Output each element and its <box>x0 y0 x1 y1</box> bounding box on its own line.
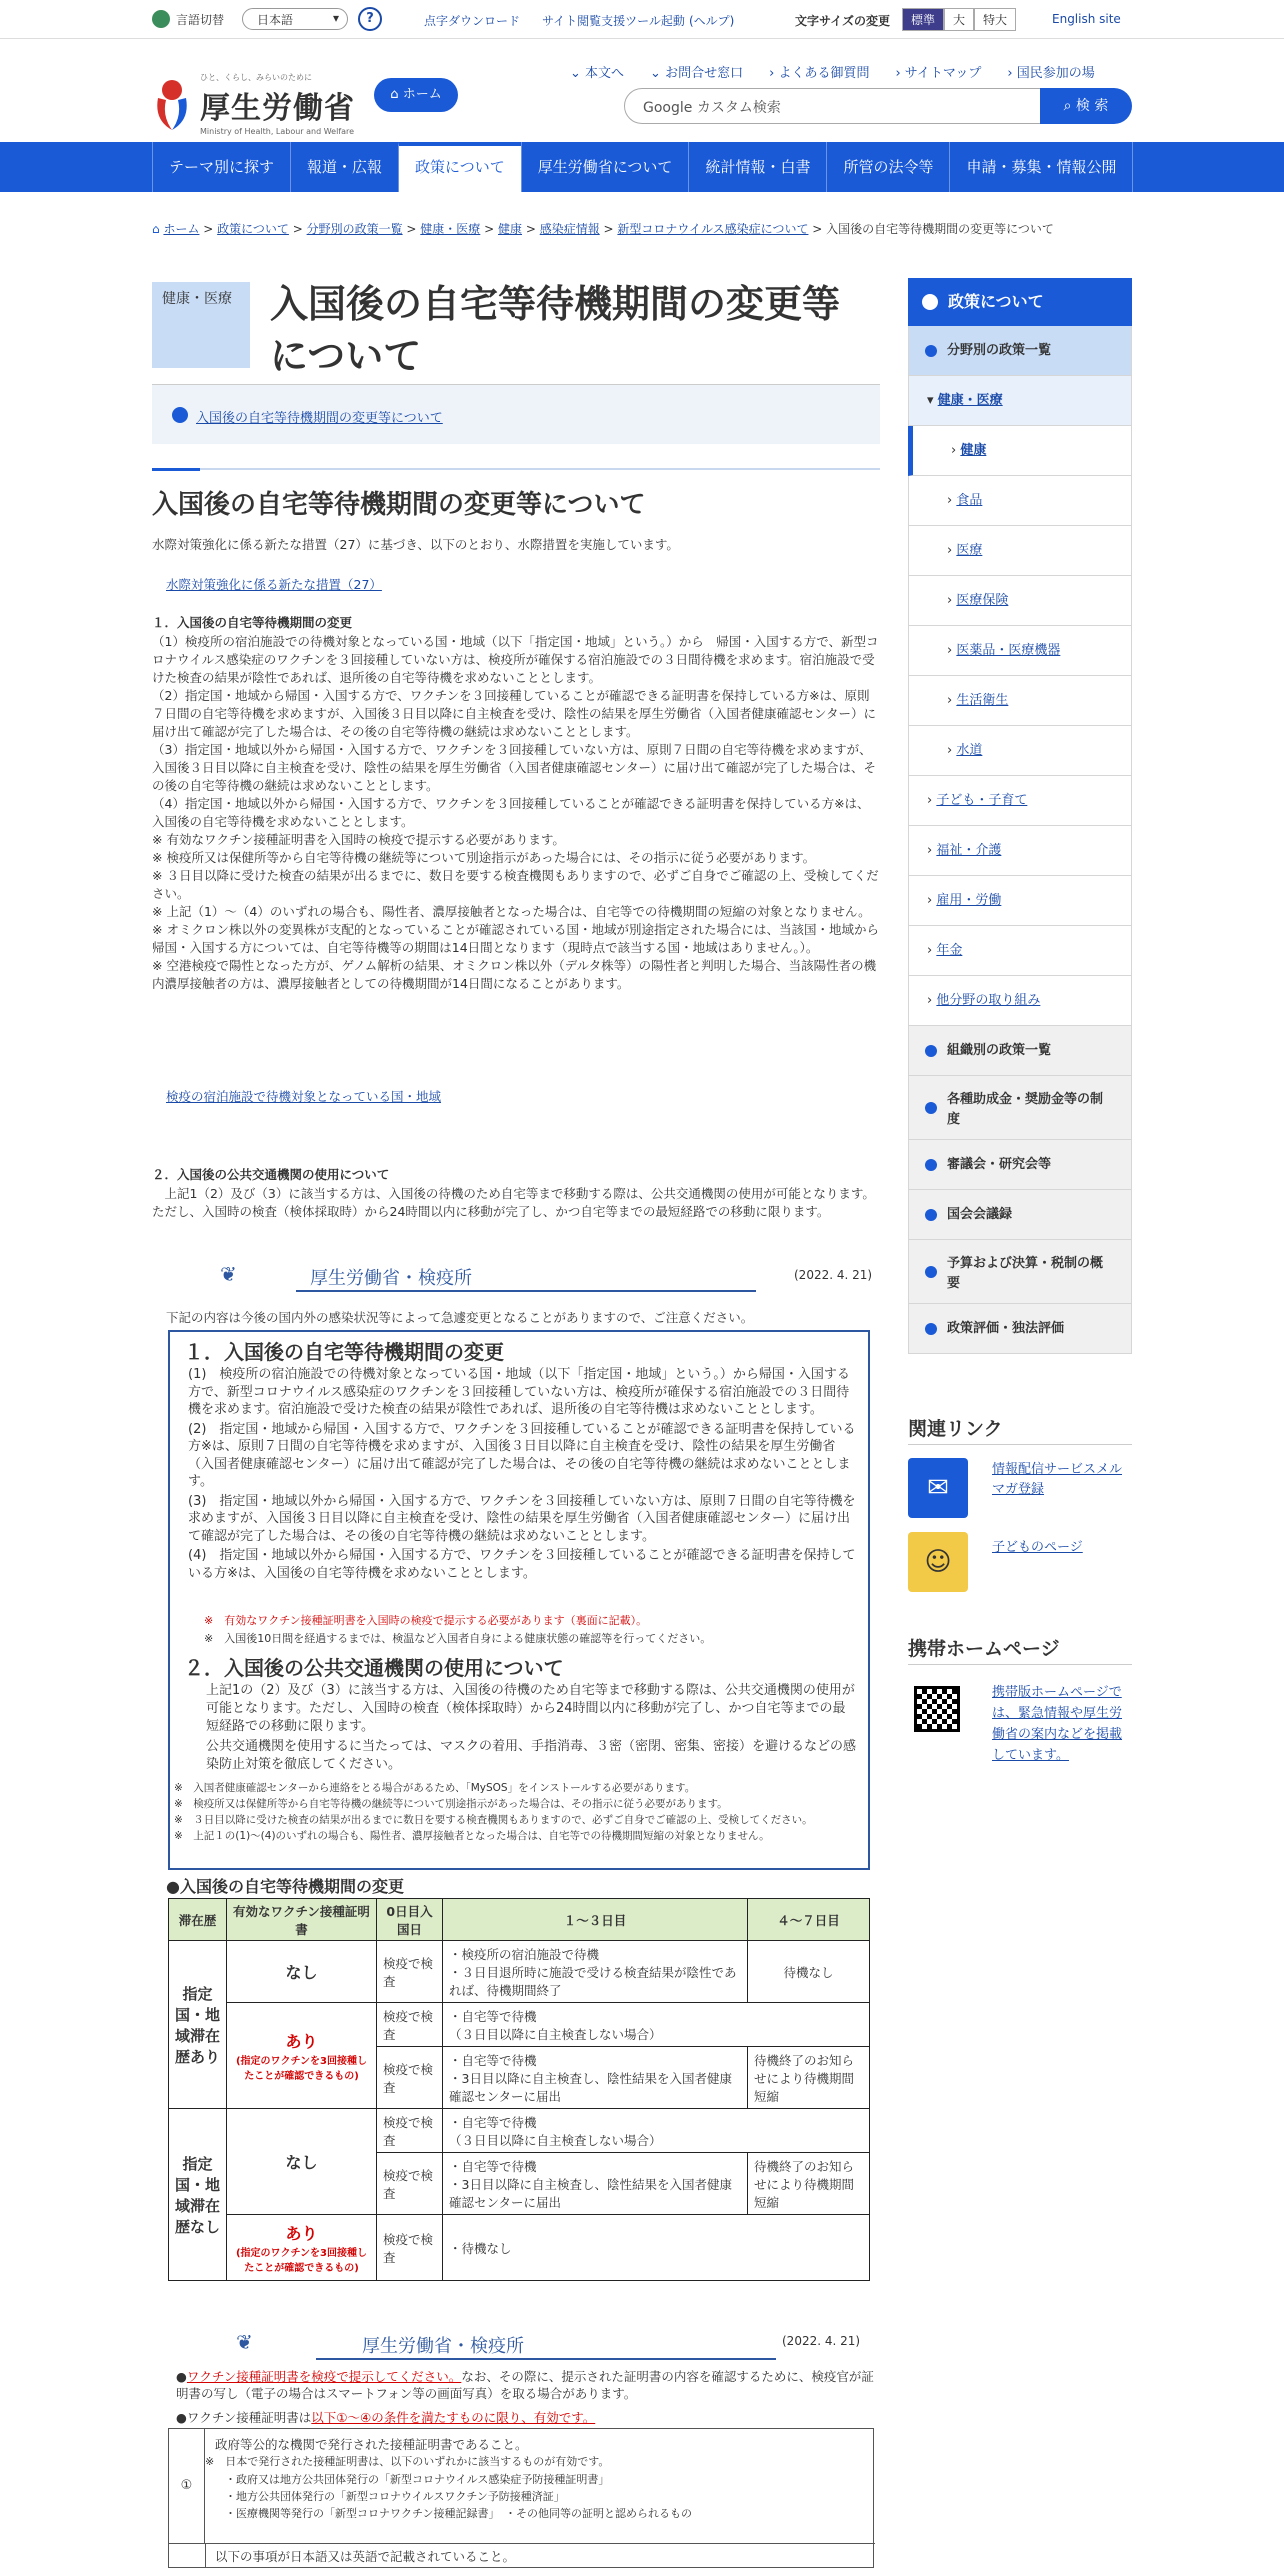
global-nav <box>0 142 1284 192</box>
font-size-normal[interactable]: 標準 <box>902 8 944 31</box>
breadcrumb: ⌂ ホーム > 政策について > 分野別の政策一覧 > 健康・医療 > 健康 > 感染症情報 > 新型コロナウイルス感染症について > 入国後の自宅等待機期間の変更等について <box>152 222 1054 236</box>
sidebar-item-health[interactable]: › 健康 <box>908 426 1132 476</box>
sidebar-item-health-medical[interactable]: ▾ 健康・医療 <box>908 376 1132 426</box>
sidebar-item-other[interactable]: › 他分野の取り組み <box>908 976 1132 1026</box>
header-link-sitemap[interactable]: › サイトマップ <box>895 66 982 81</box>
header-link-participation[interactable]: › 国民参加の場 <box>1007 66 1095 81</box>
s2-title: ２．入国後の公共交通機関の使用について <box>152 1167 390 1182</box>
sidebar-item-councils[interactable]: 審議会・研究会等 <box>908 1140 1132 1190</box>
logo-english: Ministry of Health, Labour and Welfare <box>200 127 355 136</box>
s1-text: （1）検疫所の宿泊施設での待機対象となっている国・地域（以下「指定国・地域」という。）から 帰国・入国する方で、新型コロナウイルス感染症のワクチンを３回接種していない方は、検疫所が確保する宿泊施設での３日間待機を求めます。宿泊施設で受けた検査の結果が陰性であれば、退所後の自宅等待機を求めないこととします。 （2）指定国・地域から帰国・入国する方で、ワクチンを３回接種していることが確認できる証明書を保持している方※は、原則７日間の自宅等待機を求めますが、入国後３日目以降に自主検査を受け、陰性の結果を厚生労働省（入国者健康確認センター）に届け出て確認が完了した場合は、その後の自宅等待機の継続は求めないこととします。 （3）指定国・地域以外から帰国・入国する方で、ワクチンを３回接種していない方は、原則７日間の自宅等待機を求めますが、入国後３日目以降に自主検査を受け、陰性の結果を厚生労働省（入国者健康確認センター）に届け出て確認が完了した場合は、その後の自宅等待機の継続は求めないこととします。 （4）指定国・地域以外から帰国・入国する方で、ワクチンを３回接種していることが確認できる証明書を保持している方※は、入国後の自宅等待機を求めないこととします。 ※ 有効なワクチン接種証明書を入国時の検疫で提示する必要があります。 ※ 検疫所又は保健所等から自宅等待機の継続等について別途指示があった場合には、その指示に従う必要があります。 ※ ３日目以降に受けた検査の結果が出るまでに、数日を要する検査機関もありますので、必ずご自身でご確認の上、受検してください。 ※ 上記（1）～（4）のいずれの場合も、陽性者、濃厚接触者となった場合は、自宅等での待機期間の短縮の対象となりません。 ※ オミクロン株以外の変異株が支配的となっていることが確認されている国・地域が別途指定された場合には、当該国・地域から帰国・入国する方については、自宅等待機等の期間は14日間となります（現時点で該当する国・地域はありません。）。 ※ 空港検疫で陽性となった方が、ゲノム解析の結果、オミクロン株以外（デルタ株等）の陽性者と判明した場合、当該陽性者の機内濃厚接触者の方は、濃厚接触者としての待機期間が14日間になることがあります。 <box>152 634 879 991</box>
emblem-icon: ❦ <box>236 2330 253 2354</box>
quarantine-country-link[interactable]: 検疫の宿泊施設で待機対象となっている国・地域 <box>166 1089 442 1104</box>
header-link-main[interactable]: ⌄ 本文へ <box>570 66 625 81</box>
notice1-note2: ※ 入国後10日間を経過するまでは、検温など入国者自身による健康状態の確認等を行ってください。 <box>204 1632 712 1645</box>
crumb-current: 入国後の自宅等待機期間の変更等について <box>826 222 1054 236</box>
notice1-note-red: ※ 有効なワクチン接種証明書を入国時の検疫で提示する必要があります（裏面に記載）。 <box>204 1614 648 1627</box>
notice2-bullet1: ●ワクチン接種証明書を検疫で提示してください。なお、その際に、提示された証明書の内容を確認するために、検疫官が証明書の写し（電子の場合はスマートフォン等の画面写真）を取る場合があります。 <box>176 2369 874 2401</box>
section-heading: 入国後の自宅等待機期間の変更等について <box>152 490 646 520</box>
divider <box>152 468 880 470</box>
children-icon: ☺ <box>908 1532 968 1592</box>
mhlw-logo[interactable] <box>152 72 355 136</box>
language-label: 言語切替 <box>176 12 225 27</box>
logo-mark <box>152 76 192 132</box>
logo-tagline: ひと、くらし、みらいのために <box>200 73 312 82</box>
notice1-items: (1) 検疫所の宿泊施設での待機対象となっている国・地域（以下「指定国・地域」という。）から帰国・入国する方で、新型コロナウイルス感染症のワクチンを３回接種していない方は、検疫所が確保する宿泊施設での３日間待機を求めます。宿泊施設で受けた検査の結果が陰性であれば、退所後の自宅等待機は求めないこととします。 (2) 指定国・地域から帰国・入国する方で、ワクチンを３回接種していることが確認できる証明書を保持している方※は、原則７日間の自宅等待機を求めますが、入国後３日目以降に自主検査を受け、陰性の結果を厚生労働省（入国者健康確認センター）に届け出て確認が完了した場合は、その後の自宅等待機の継続は求めないこととします。 (3) 指定国・地域以外から帰国・入国する方で、ワクチンを３回接種していない方は、原則７日間の自宅等待機を求めますが、入国後３日目以降に自主検査を受け、陰性の結果を厚生労働省（入国者健康確認センター）に届け出て確認が完了した場合は、その後の自宅等待機の継続は求めないこととします。 (4) 指定国・地域以外から帰国・入国する方で、ワクチンを３回接種していることが確認できる証明書を保持している方※は、入国後の自宅等待機を求めないこととします。 <box>188 1367 856 1581</box>
crumb-health-medical[interactable]: 健康・医療 <box>420 222 481 236</box>
home-button[interactable]: ⌂ ホーム <box>374 78 458 112</box>
crumb-policy[interactable]: 政策について <box>217 222 289 236</box>
sidebar <box>908 278 1132 1354</box>
related-links-title: 関連リンク <box>908 1418 1003 1440</box>
nav-policy[interactable]: 政策について <box>398 142 521 192</box>
utility-bar <box>0 0 1284 38</box>
search-input[interactable]: Google カスタム検索 <box>624 88 1044 124</box>
notice1-h1: １．入国後の自宅等待機期間の変更 <box>184 1340 504 1364</box>
globe-icon <box>152 10 170 28</box>
language-switch <box>152 10 224 28</box>
sidebar-item-children[interactable]: › 子ども・子育て <box>908 776 1132 826</box>
sidebar-item-drugs[interactable]: › 医薬品・医療機器 <box>908 626 1132 676</box>
notice2-bullet2: ●ワクチン接種証明書は以下①～④の条件を満たすものに限り、有効です。 <box>176 2410 596 2425</box>
page-title: 入国後の自宅等待機期間の変更等について <box>270 282 841 378</box>
crumb-infection[interactable]: 感染症情報 <box>539 222 600 236</box>
sidebar-item-budget[interactable]: 予算および決算・税制の概要 <box>908 1240 1132 1304</box>
accessibility-tool-link[interactable]: サイト閲覧支援ツール起動 <box>542 14 685 28</box>
home-icon: ⌂ <box>390 87 403 102</box>
nav-about[interactable]: 厚生労働省について <box>521 142 689 192</box>
font-size-xlarge[interactable]: 特大 <box>974 8 1016 31</box>
notice1-box <box>168 1330 870 1870</box>
anchor-link[interactable]: 入国後の自宅等待機期間の変更等について <box>196 411 443 426</box>
sidebar-item-insurance[interactable]: › 医療保険 <box>908 576 1132 626</box>
sidebar-item-policy-list[interactable]: 分野別の政策一覧 <box>908 326 1132 376</box>
crumb-health[interactable]: 健康 <box>498 222 523 236</box>
crumb-home[interactable]: ホーム <box>163 222 200 236</box>
help-button[interactable]: ? <box>358 7 382 31</box>
qr-code <box>914 1686 960 1732</box>
notice2-conditions: ① 政府等公的な機関で発行された接種証明書であること。 ※ 日本で発行された接種証明書は、以下のいずれかに該当するものが有効です。 ・政府又は地方公共団体発行の「新型コロナウイルス感染症予防接種証明書」 ・地方公共団体発行の「新型コロナウイルスワクチン予防接種済証」 ・医療機関等発行の「新型コロナワクチン接種記録書」 ・その他同等の証明と認められるもの 以下の事項が日本語又は英語で記載されていること。 <box>168 2428 874 2568</box>
header-link-faq[interactable]: › よくある御質問 <box>769 66 870 81</box>
crumb-policy-list[interactable]: 分野別の政策一覧 <box>306 222 403 236</box>
divider-accent <box>152 468 200 471</box>
category-tag: 健康・医療 <box>152 282 250 368</box>
sidebar-item-medical[interactable]: › 医療 <box>908 526 1132 576</box>
notice1-p3: 公共交通機関を使用するに当たっては、マスクの着用、手指消毒、３密（密閉、密集、密接）を避けるなどの感染防止対策を徹底してください。 <box>206 1739 857 1772</box>
sidebar-item-water[interactable]: › 水道 <box>908 726 1132 776</box>
search-button[interactable]: ⌕ 検 索 <box>1040 88 1132 124</box>
sidebar-item-diet[interactable]: 国会会議録 <box>908 1190 1132 1240</box>
sidebar-item-evaluation[interactable]: 政策評価・独法評価 <box>908 1304 1132 1354</box>
table-title: ●入国後の自宅等待機期間の変更 <box>166 1877 404 1896</box>
anchor-box <box>152 384 880 444</box>
s2-text: 上記1（2）及び（3）に該当する方は、入国後の待機のため自宅等まで移動する際は、公共交通機関の使用が可能となります。ただし、入国時の検査（検体採取時）から24時間以内に移動が完了し、かつ自宅等までの最短経路での移動に限ります。 <box>152 1186 875 1219</box>
notice1-lead: 下記の内容は今後の国内外の感染状況等によって急遽変更となることがありますので、ご注意ください。 <box>166 1310 754 1325</box>
sidebar-item-food[interactable]: › 食品 <box>908 476 1132 526</box>
sidebar-item-pension[interactable]: › 年金 <box>908 926 1132 976</box>
notice1-p2: 上記1の（2）及び（3）に該当する方は、入国後の待機のため自宅等まで移動する際は、公共交通機関の使用が可能となります。ただし、入国時の検査（検体採取時）から24時間以内に移動が完了し、かつ自宅等までの最短経路での移動に限ります。 <box>206 1683 855 1734</box>
home-icon: ⌂ <box>152 222 164 236</box>
braille-download-link[interactable]: 点字ダウンロード <box>424 14 521 28</box>
kids-page-link[interactable]: 子どものページ <box>992 1540 1083 1555</box>
sidebar-item-grants[interactable]: 各種助成金・奨励金等の制度 <box>908 1076 1132 1140</box>
sidebar-item-organization[interactable]: 組織別の政策一覧 <box>908 1026 1132 1076</box>
intro-link[interactable]: 水際対策強化に係る新たな措置（27） <box>166 577 382 592</box>
s1-title: １．入国後の自宅等待機期間の変更 <box>152 615 353 630</box>
mobile-site-link[interactable]: 携帯版ホームページでは、緊急情報や厚生労働省の案内などを掲載しています。 <box>992 1685 1123 1763</box>
sidebar-head[interactable]: 政策について <box>908 278 1132 326</box>
notice1-footnotes: ※ 入国者健康確認センターから連絡をとる場合があるため、「MySOS」をインストールする必要があります。 ※ 検疫所又は保健所等から自宅等待機の継続等について別途指示があった場合は、その指示に従う必要があります。 ※ ３日目以降に受けた検査の結果が出るまでに数日を要する検査機関もありますので、必ずご自身でご確認の上、受検してください。 ※ 上記１の(1)～(4)のいずれの場合も、陽性者、濃厚接触者となった場合は、自宅等での待機期間短縮の対象となりません。 <box>174 1782 813 1842</box>
mail-icon: ✉ <box>908 1458 968 1518</box>
chevron-down-icon <box>172 407 188 423</box>
mailmag-link[interactable]: 情報配信サービスメルマガ登録 <box>992 1462 1123 1497</box>
sidebar-item-hygiene[interactable]: › 生活衛生 <box>908 676 1132 726</box>
nav-laws[interactable]: 所管の法令等 <box>826 142 949 192</box>
mobile-title: 携帯ホームページ <box>908 1638 1060 1660</box>
logo-text: 厚生労働省 <box>200 91 355 126</box>
nav-applications[interactable]: 申請・募集・情報公開 <box>949 142 1133 192</box>
header-link-contact[interactable]: ⌄ お問合せ窓口 <box>650 66 744 81</box>
notice1-h2: ２．入国後の公共交通機関の使用について <box>184 1656 564 1680</box>
notice2-header: ❦ 厚生労働省・検疫所 (2022. 4. 21) <box>166 2330 876 2360</box>
intro-text: 水際対策強化に係る新たな措置（27）に基づき、以下のとおり、水際措置を実施しています。 <box>152 537 679 552</box>
sidebar-item-employment[interactable]: › 雇用・労働 <box>908 876 1132 926</box>
english-site-link[interactable]: English site <box>1052 12 1121 26</box>
help-link[interactable]: (ヘルプ) <box>688 14 735 28</box>
emblem-icon: ❦ <box>220 1262 237 1286</box>
nav-statistics[interactable]: 統計情報・白書 <box>688 142 826 192</box>
language-select[interactable]: 日本語 ▾ <box>242 8 348 30</box>
nav-theme[interactable]: テーマ別に探す <box>152 142 290 192</box>
chevron-down-icon: ▾ <box>332 11 339 25</box>
font-size-large[interactable]: 大 <box>944 8 974 31</box>
notice1-header: ❦ 厚生労働省・検疫所 (2022. 4. 21) <box>166 1262 876 1292</box>
nav-press[interactable]: 報道・広報 <box>290 142 398 192</box>
search-icon: ⌕ <box>1063 98 1076 114</box>
sidebar-item-welfare[interactable]: › 福祉・介護 <box>908 826 1132 876</box>
font-size-label: 文字サイズの変更 <box>795 14 891 28</box>
crumb-covid[interactable]: 新型コロナウイルス感染症について <box>617 222 809 236</box>
wait-period-table: 滞在歴 有効なワクチン接種証明書 0日目入国日 １～３日目 ４～７日目 指定国・地域滞在歴あり なし 検疫で検査 ・検疫所の宿泊施設で待機 ・３日目退所時に施設で受ける検査結果が陰性であれば、待機期間終了 待機なし あり (指定のワクチンを3回接種したことが確認できるもの) 検疫で検査 ・自宅等で待機 （３日目以降に自主検査しない場合） 検疫で検査 ・自宅等で待機 ・3日目以降に自主検査し、陰性結果を入国者健康確認センターに届出 待機終了のお知らせにより待機期間短縮 指定国・地域滞在歴なし なし 検疫で検査 ・自宅等で待機 （３日目以降に自主検査しない場合） 検疫で検査 ・自宅等で待機 ・3日目以降に自主検査し、陰性結果を入国者健康確認センターに届出 待機終了のお知らせにより待機期間短縮 あり (指定のワクチンを3回接種したことが確認できるもの) 検疫で検査 ・待機なし <box>168 1898 870 2281</box>
